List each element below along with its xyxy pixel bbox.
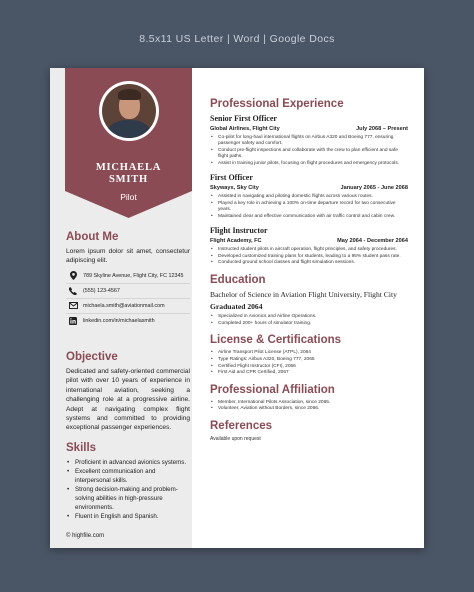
contact-email-text[interactable]: michaela.smith@aviationmail.com [83, 302, 165, 309]
skills-section [66, 442, 190, 521]
list-item: • Completed 200+ hours of simulator training. [210, 321, 408, 327]
email-icon [66, 302, 80, 309]
format-info-bar: 8.5x11 US Letter | Word | Google Docs [139, 33, 335, 45]
objective-text: Dedicated and safety-oriented commercial pilot with over 10 years of experience in international aviation, seeking a challenging role at a progressive airline. Adept at navigating complex flight systems and committed to providing exceptional passenger experiences. [66, 368, 190, 432]
contact-phone [66, 284, 190, 299]
list-item: • Airline Transport Pilot License (ATPL), 2064 [210, 350, 408, 356]
footer-website: © highfile.com [66, 533, 105, 539]
list-item: • Fluent in English and Spanish. [66, 512, 190, 521]
skills-heading: Skills [66, 442, 97, 454]
references-heading: References [210, 419, 273, 432]
location-pin-icon [66, 271, 80, 280]
list-item: • Specialized in Avionics and Airline Operations. [210, 314, 408, 320]
list-item: • Volunteer, Aviation without Borders, since 2066. [210, 406, 408, 412]
profile-role: Pilot [120, 192, 137, 202]
job-entry [210, 226, 408, 267]
job-bullets [210, 247, 408, 267]
contact-address-text: 789 Skyline Avenue, Flight City, FC 12345 [83, 272, 184, 279]
list-item: • Proficient in advanced avionics systems. [66, 458, 190, 467]
affiliation-list [210, 400, 408, 413]
resume-page [50, 68, 424, 548]
job-meta [210, 185, 408, 191]
objective-heading: Objective [66, 351, 118, 363]
list-item: • Strong decision-making and problem-solving abilities in high-pressure environments. [66, 485, 190, 512]
licenses-heading: License & Certifications [210, 334, 342, 347]
job-bullets [210, 135, 408, 167]
list-item: • Developed customized training plans for students, leading to a 95% student pass rate. [210, 254, 408, 260]
skills-list [66, 458, 190, 521]
avatar [102, 84, 156, 138]
profile-photo [99, 81, 159, 141]
profile-name [65, 162, 192, 186]
job-dates: May 2064 - December 2064 [337, 237, 408, 244]
references-section [210, 420, 408, 442]
licenses-section [210, 334, 408, 376]
name-first: MICHAELA [95, 162, 162, 173]
list-item: • Certified Flight Instructor (CFI), 2066 [210, 364, 408, 370]
job-entry [210, 114, 408, 167]
education-bullets [210, 314, 408, 327]
job-company: Flight Academy, FC [210, 237, 262, 244]
job-title: Flight Instructor [210, 225, 268, 235]
experience-heading: Professional Experience [210, 98, 344, 110]
contact-linkedin[interactable] [66, 314, 190, 329]
job-meta [210, 126, 408, 132]
left-column [50, 68, 192, 548]
avatar-hair [118, 89, 141, 100]
list-item: • Conducted ground school classes and flight simulation sessions. [210, 260, 408, 266]
list-item: • Member, International Pilots Association, since 2065. [210, 400, 408, 406]
contact-phone-text: (555) 123-4567 [83, 287, 120, 294]
job-entry [210, 173, 408, 220]
references-text: Available upon request [210, 435, 261, 442]
contact-email[interactable] [66, 299, 190, 314]
affiliation-heading: Professional Affiliation [210, 383, 335, 396]
job-title: First Officer [210, 173, 253, 183]
job-meta [210, 238, 408, 244]
list-item: • First Aid and CPR Certified, 2067 [210, 370, 408, 376]
phone-icon [66, 287, 80, 295]
about-text: Lorem ipsum dolor sit amet, consectetur adipiscing elit. [66, 248, 190, 265]
list-item: • Assisted in navigating and piloting domestic flights across various routes. [210, 194, 408, 200]
contact-linkedin-text[interactable]: linkedin.com/in/michaelasmith [83, 318, 155, 325]
list-item: • Conduct pre-flight inspections and collaborate with the crew to plan efficient and safe flight paths. [210, 148, 408, 160]
contact-address [66, 269, 190, 284]
linkedin-icon [66, 317, 80, 325]
education-graduated: Graduated 2064 [210, 302, 263, 312]
job-dates: July 2068 – Present [356, 126, 408, 132]
education-degree: Bachelor of Science in Aviation Flight University, Flight City [210, 290, 397, 300]
right-column [210, 98, 408, 442]
job-bullets [210, 194, 408, 220]
list-item: • Co-pilot for long-haul international flights on Airbus A320 and Boeing 777, ensuring passenger safety and comfort. [210, 135, 408, 147]
name-last: SMITH [108, 174, 148, 185]
list-item: • Instructed student pilots in aircraft operation, flight principles, and safety procedures. [210, 247, 408, 253]
list-item: • Assist in training junior pilots, focusing on flight procedures and emergency protocols. [210, 161, 408, 167]
job-company: Global Airlines, Flight City [210, 126, 280, 132]
education-heading: Education [210, 274, 266, 287]
job-title: Senior First Officer [210, 114, 277, 123]
list-item: • Played a key role in achieving a 100% on-time departure record for two consecutive years. [210, 201, 408, 213]
objective-section [66, 351, 190, 433]
affiliation-section [210, 384, 408, 413]
job-dates: January 2065 - June 2068 [340, 185, 408, 192]
job-company: Skyways, Sky City [210, 185, 259, 192]
about-section [66, 231, 190, 329]
about-heading: About Me [66, 231, 119, 243]
contact-list [66, 269, 190, 329]
licenses-list [210, 350, 408, 376]
education-section [210, 274, 408, 327]
avatar-body [107, 120, 151, 138]
list-item: • Maintained clear and effective communication with air traffic control and cabin crew. [210, 214, 408, 220]
experience-section [210, 98, 408, 266]
list-item: • Excellent communication and interpersonal skills. [66, 467, 190, 485]
list-item: • Type Ratings: Airbus A320, Boeing 777, 2065 [210, 357, 408, 363]
